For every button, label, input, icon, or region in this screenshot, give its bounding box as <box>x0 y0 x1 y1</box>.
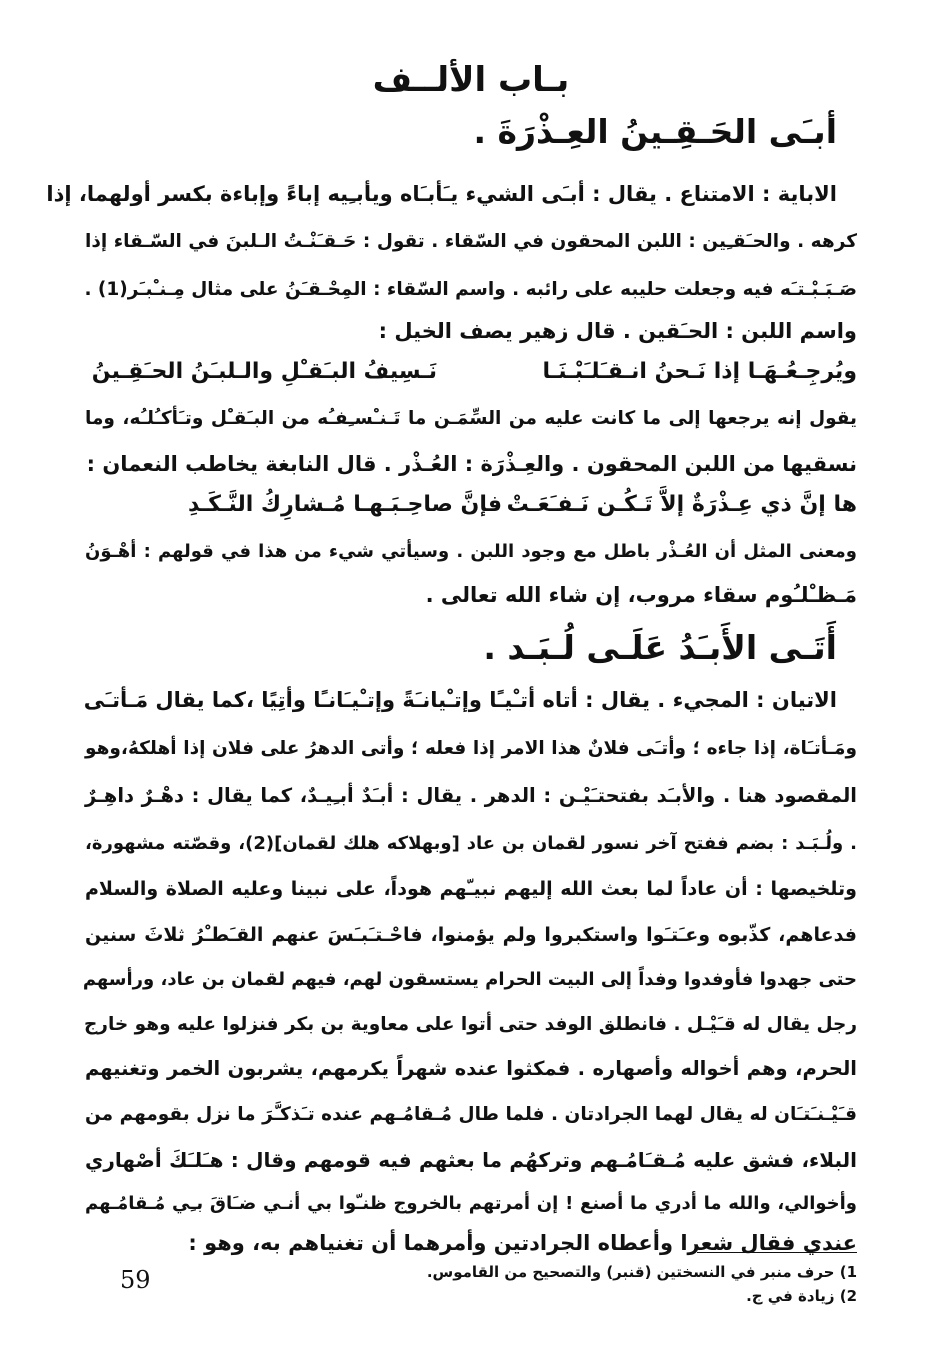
footnote-1: 1) حرف منبر في النسختين (قنبر) والتصحيح من القاموس. <box>426 1263 857 1281</box>
section-heading-1: أبـَى الحَـقِـينُ العِـذْرَةَ . <box>473 112 837 151</box>
paragraph-line: الحرم، وهم أخواله وأصهاره . فمكثوا عنده شهراً يكرمهم، يشربون الخمر وتغنيهم <box>85 1057 857 1080</box>
paragraph-line: وتلخيصها : أن عاداً لما بعث الله إليهم نبيـّهم هوداً، على نبينا وعليه الصلاة والسلام <box>85 878 857 900</box>
paragraph-line: مَـظـْلـُوم سقاء مروب، إن شاء الله تعالى . <box>425 583 857 607</box>
paragraph-line: فدعاهم، كذّبوه وعـَتـَوا واستكبروا ولم يؤمنوا، فاحْـتـَبـَسَ عنهم القـَطـْرُ ثلاثَ سنين <box>85 924 857 946</box>
paragraph-line: . ولُـبَـد : بضم ففتح آخر نسور لقمان بن عاد [وبهلاكه هلك لقمان](2)، وقصّته مشهورة، <box>85 833 858 854</box>
verse-1-hemistich-right: ويُرجِـعُـهَـا إذا نَـحنُ انـقـَلـَبْـنَـا <box>542 359 857 384</box>
paragraph-line: حتى جهدوا فأوفدوا وفداً إلى البيت الحرام يستسقون لهم، فيهم لقمان بن عاد، ورأسهم <box>82 969 857 990</box>
paragraph-line: واسم اللبن : الحـَقين . قال زهير يصف الخيل : <box>378 319 857 343</box>
paragraph-line: عندي فقال شعرا وأعطاه الجرادتين وأمرهما أن تغنياهم به، وهو : <box>188 1231 857 1255</box>
footnote-2: 2) زيادة في ج. <box>746 1287 857 1305</box>
chapter-title: بـاب الألــف <box>372 60 570 100</box>
paragraph-line: الاباية : الامتناع . يقال : أبـَى الشيء يـَأبـَاه ويأبـِيه إباءً وإباءة بكسر أولهما، إذا <box>46 182 837 206</box>
paragraph-line: رجل يقال له قـَيْـل . فانطلق الوفد حتى أتوا على معاوية بن بكر فنزلوا عليه وهو خارج <box>83 1014 857 1035</box>
verse-1-hemistich-left: نَـسِيفُ البـَقـْلِ والـلبـَنُ الحـَقِـينُ <box>91 359 437 384</box>
paragraph-line: المقصود هنا . والأبـَد بفتحتـَيْـن : الدهر . يقال : أبـَدٌ أبـِيـدٌ، كما يقال : دهْـرٌ داهِـرٌ <box>85 784 857 807</box>
paragraph-line: الاتيان : المجيء . يقال : أتاه أتـْيـًا وإتـْيانـَةً وإتـْيـَانـًا وأتِيًا ،كما يقال مَـأتـَى <box>83 688 837 712</box>
paragraph-line: البلاء، فشق عليه مُـقـَامُـهم وتركهُم ما بعثهم فيه قومهم وقال : هـَلـَكَ أصْهاري <box>85 1148 857 1172</box>
footnote-separator <box>697 1252 857 1253</box>
paragraph-line: ومعنى المثل أن العُـذْر باطل مع وجود اللبن . وسيأتي شيء من هذا في قولهم : أهْـوَنُ <box>85 541 857 562</box>
page-number: 59 <box>120 1266 151 1294</box>
paragraph-line: نسقيها من اللبن المحقون . والعِـذْرَة : العُـذْر . قال النابغة يخاطب النعمان : <box>86 452 857 476</box>
paragraph-line: ومَـأتـَاة، إذا جاءه ؛ وأتـَى فلانٌ هذا الامر إذا فعله ؛ وأتى الدهرُ على فلان إذا أهلكهُ،وهو <box>85 738 857 759</box>
paragraph-line: كرهه . والحـَقـِين : اللبن المحقون في السّقاء . تقول : حَـقـَنْـتُ الـلبنَ في السّـقاء إذا <box>85 231 857 252</box>
paragraph-line: قـَيْـنـَتـَان له يقال لهما الجرادتان . فلما طال مُـقامُـهم عنده تـَذكـَّرَ ما نزل بقومهم من <box>85 1104 857 1125</box>
paragraph-line: يقول إنه يرجعها إلى ما كانت عليه من السِّمَـن ما تَـنـْسـِفـُه من البـَقـْل وتـَأكـُلـُه، وما <box>85 408 857 429</box>
paragraph-line: صَـبَـبْـتـَه فيه وجعلت حليبه على رائبه . واسم السّقاء : المِحْـقـَنُ على مثال مِـنـْبـَر(1) . <box>84 279 857 300</box>
paragraph-line: وأخوالي، والله ما أدري ما أصنع ! إن أمرتهم بالخروج ظنـّوا بي أنـي ضـَاقَ بـِي مُـقامُـهم <box>85 1193 857 1214</box>
section-heading-2: أَتَـى الأَبـَدُ عَلَـى لُـبَـد . <box>483 628 837 667</box>
verse-2-hemistich-left: فإنَّ صاحِـبَـهـا مُـشارِكُ النَّـكَـدِ <box>187 492 502 517</box>
verse-2-hemistich-right: ها إنَّ ذي عِـذْرَةٌ إلاَّ تَـكُـن نَـفـَعَـتْ <box>506 492 857 517</box>
